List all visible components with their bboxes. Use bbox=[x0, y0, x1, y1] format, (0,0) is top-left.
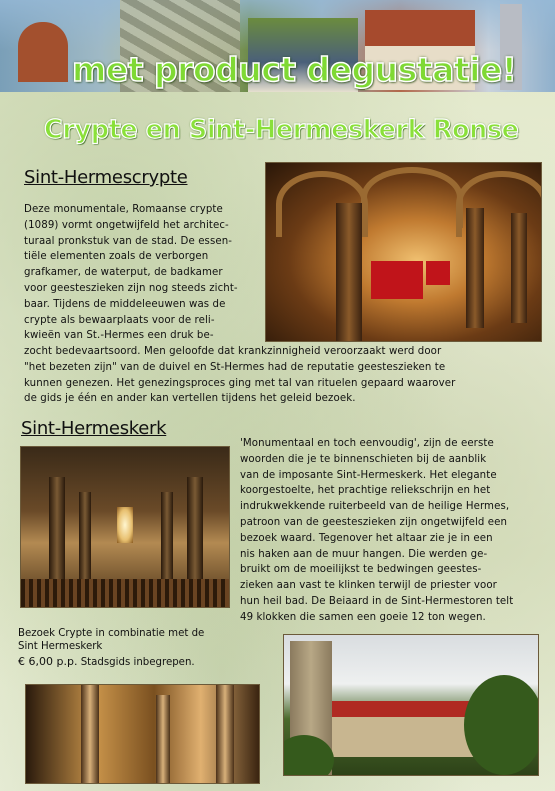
page-title: Crypte en Sint-Hermeskerk Ronse bbox=[44, 115, 519, 145]
crypt-column bbox=[511, 213, 527, 323]
kerk-text bbox=[240, 436, 552, 626]
kerk-interior-photo bbox=[20, 446, 230, 608]
nave-column bbox=[161, 492, 173, 587]
offer-price-row bbox=[18, 656, 278, 670]
church-wall bbox=[332, 717, 482, 757]
crypt-column bbox=[336, 203, 362, 341]
text-line: voor geesteszieken zijn nog steeds zicht- bbox=[24, 282, 238, 294]
text-line: "het bezeten zijn" van de duivel en St-Hermes had de reputatie geesteszieken te bbox=[24, 361, 446, 373]
text-line: de gids je één en ander kan vertellen tijdens het geleid bezoek. bbox=[24, 393, 356, 405]
text-line: bezoek waard. Tegenover het altaar zie je in een bbox=[240, 532, 493, 544]
text-line: zieken aan vast te klinken terwijl de priester voor bbox=[240, 580, 497, 592]
altar-cloth bbox=[426, 261, 450, 285]
text-line: koorgestoelte, het prachtige reliekschrijn en het bbox=[240, 485, 491, 497]
stained-window bbox=[117, 507, 133, 543]
crypte-photo bbox=[265, 162, 542, 342]
pews bbox=[21, 579, 229, 607]
crypt-arch bbox=[361, 167, 463, 228]
nave-column bbox=[79, 492, 91, 587]
text-line: (1089) vormt ongetwijfeld het architec- bbox=[24, 219, 229, 231]
crypte-heading: Sint-Hermescrypte bbox=[24, 167, 188, 188]
text-line: 49 klokken die samen een goeie 12 ton wegen. bbox=[240, 611, 486, 623]
offer-price-note: Stadsgids inbegrepen. bbox=[80, 657, 195, 669]
offer-block bbox=[18, 628, 278, 670]
cellar-pillar bbox=[156, 695, 170, 783]
banner-chapel-image bbox=[18, 22, 68, 82]
text-line: woorden die je te binnenschieten bij de aanblik bbox=[240, 453, 487, 465]
text-line: hun heil bad. De Beiaard in de Sint-Hermestoren telt bbox=[240, 595, 514, 607]
altar-cloth bbox=[371, 261, 423, 299]
kerk-heading: Sint-Hermeskerk bbox=[21, 418, 167, 439]
text-line: zocht bedevaartsoord. Men geloofde dat krankzinnigheid veroorzaakt werd door bbox=[24, 346, 442, 357]
text-line: nis haken aan de muur hangen. Die werden ge- bbox=[240, 548, 488, 560]
crypte-text-wide bbox=[24, 344, 544, 407]
church-roof bbox=[332, 701, 482, 717]
text-line: patroon van de geesteszieken zijn ongetwijfeld een bbox=[240, 516, 508, 528]
tree bbox=[464, 675, 539, 775]
text-line: baar. Tijdens de middeleeuwen was de bbox=[24, 298, 226, 310]
offer-line: Sint Hermeskerk bbox=[18, 640, 103, 652]
crypte-text-narrow bbox=[24, 202, 264, 344]
text-line: grafkamer, de waterput, de badkamer bbox=[24, 267, 223, 279]
text-line: 'Monumentaal en toch eenvoudig', zijn de eerste bbox=[240, 438, 494, 449]
text-line: tiële elementen zoals de verborgen bbox=[24, 251, 209, 263]
header-banner bbox=[0, 0, 555, 92]
text-line: van de imposante Sint-Hermeskerk. Het elegante bbox=[240, 469, 497, 481]
crypte-cellar-photo bbox=[25, 684, 260, 784]
offer-line: Bezoek Crypte in combinatie met de bbox=[18, 628, 205, 639]
offer-price: € 6,00 p.p. bbox=[18, 655, 78, 669]
text-line: kwieën van St.-Hermes een druk be- bbox=[24, 330, 214, 342]
text-line: Deze monumentale, Romaanse crypte bbox=[24, 204, 223, 215]
crypt-column bbox=[466, 208, 484, 328]
text-line: turaal pronkstuk van de stad. De essen- bbox=[24, 235, 233, 247]
cellar-pillar bbox=[81, 685, 99, 783]
text-line: crypte als bewaarplaats voor de reli- bbox=[24, 314, 215, 326]
kerk-exterior-photo bbox=[283, 634, 539, 776]
nave-column bbox=[187, 477, 203, 592]
banner-slogan: met product degustatie! bbox=[72, 50, 517, 89]
text-line: kunnen genezen. Het genezingsproces ging met tal van rituelen gepaard waarover bbox=[24, 377, 456, 389]
text-line: bruikt om de moeilijkst te bedwingen geestes- bbox=[240, 564, 482, 576]
text-line: indrukwekkende ruiterbeeld van de heilige Hermes, bbox=[240, 501, 510, 513]
cellar-pillar bbox=[216, 685, 234, 783]
nave-column bbox=[49, 477, 65, 592]
